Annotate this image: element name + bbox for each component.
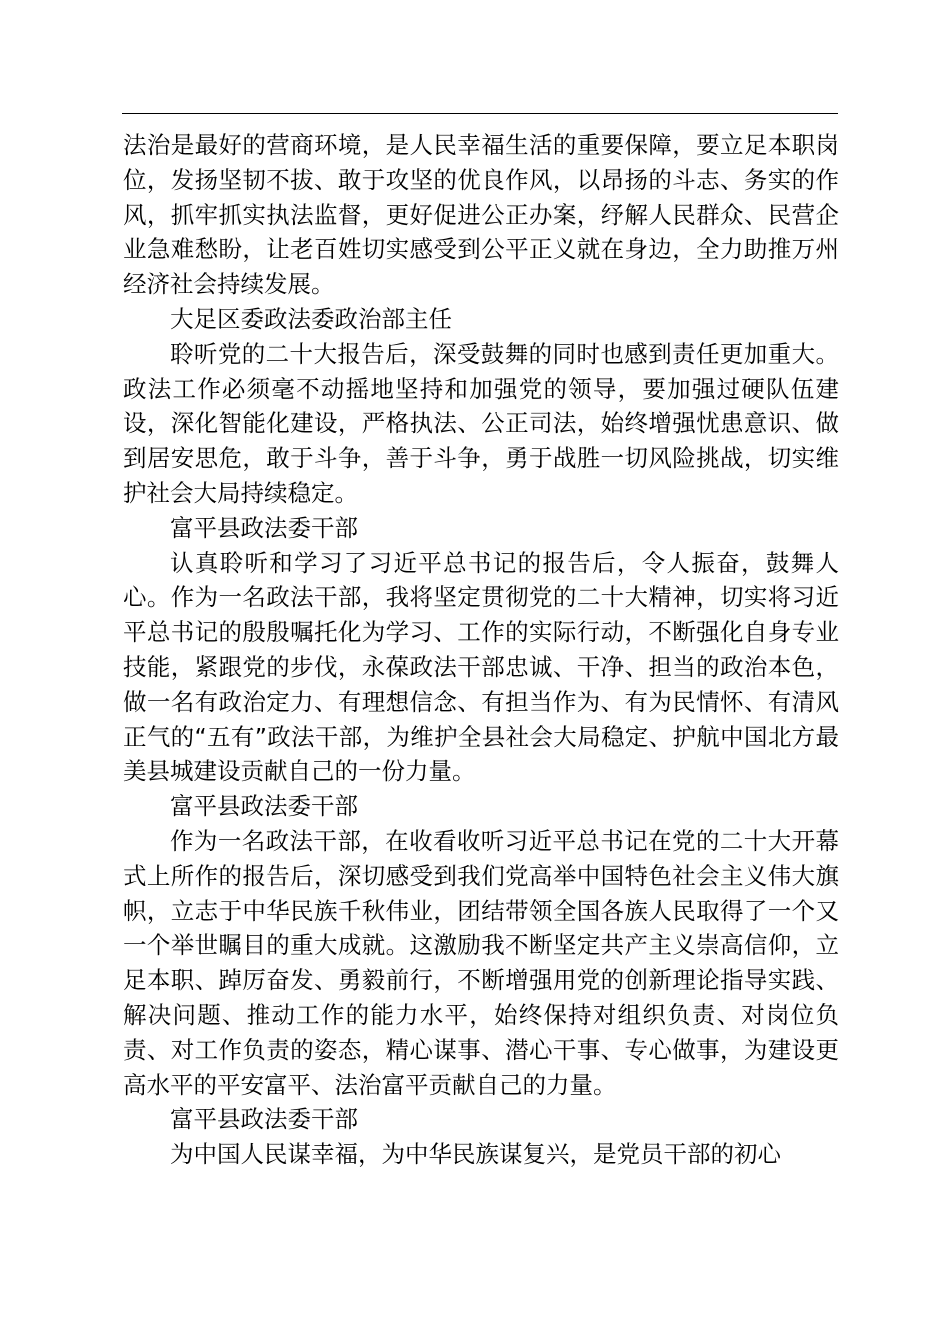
body-paragraph: 认真聆听和学习了习近平总书记的报告后，令人振奋，鼓舞人心。作为一名政法干部，我将坚定贯彻党的二十大精神，切实将习近平总书记的殷殷嘱托化为学习、工作的实际行动，不断强化自身专业技能，紧跟党的步伐，永葆政法干部忠诚、干净、担当的政治本色，做一名有政治定力、有理想信念、有担当作为、有为民情怀、有清风正气的“五有”政法干部，为维护全县社会大局稳定、护航中国北方最美县城建设贡献自己的一份力量。	[123, 548, 839, 786]
document-body	[123, 128, 839, 1172]
body-paragraph: 聆听党的二十大报告后，深受鼓舞的同时也感到责任更加重大。政法工作必须毫不动摇地坚持和加强党的领导，要加强过硬队伍建设，深化智能化建设，严格执法、公正司法，始终增强忧患意识、做到居安思危，敢于斗争，善于斗争，勇于战胜一切风险挑战，切实维护社会大局持续稳定。	[123, 339, 839, 507]
body-paragraph: 法治是最好的营商环境，是人民幸福生活的重要保障，要立足本职岗位，发扬坚韧不拔、敢于攻坚的优良作风，以昂扬的斗志、务实的作风，抓牢抓实执法监督，更好促进公正办案，纾解人民群众、民营企业急难愁盼，让老百姓切实感受到公平正义就在身边，全力助推万州经济社会持续发展。	[123, 131, 839, 299]
body-paragraph: 作为一名政法干部，在收看收听习近平总书记在党的二十大开幕式上所作的报告后，深切感受到我们党高举中国特色社会主义伟大旗帜，立志于中华民族千秋伟业，团结带领全国各族人民取得了一个又一个举世瞩目的重大成就。这激励我不断坚定共产主义崇高信仰，立足本职、踔厉奋发、勇毅前行，不断增强用党的创新理论指导实践、解决问题、推动工作的能力水平，始终保持对组织负责、对岗位负责、对工作负责的姿态，精心谋事、潜心干事、专心做事，为建设更高水平的平安富平、法治富平贡献自己的力量。	[123, 826, 839, 1099]
speaker-title: 大足区委政法委政治部主任	[170, 304, 452, 333]
speaker-title: 富平县政法委干部	[170, 513, 358, 542]
header-rule	[122, 113, 838, 114]
speaker-title: 富平县政法委干部	[170, 1105, 358, 1134]
body-paragraph: 为中国人民谋幸福，为中华民族谋复兴，是党员干部的初心	[170, 1140, 781, 1169]
speaker-title: 富平县政法委干部	[170, 792, 358, 821]
